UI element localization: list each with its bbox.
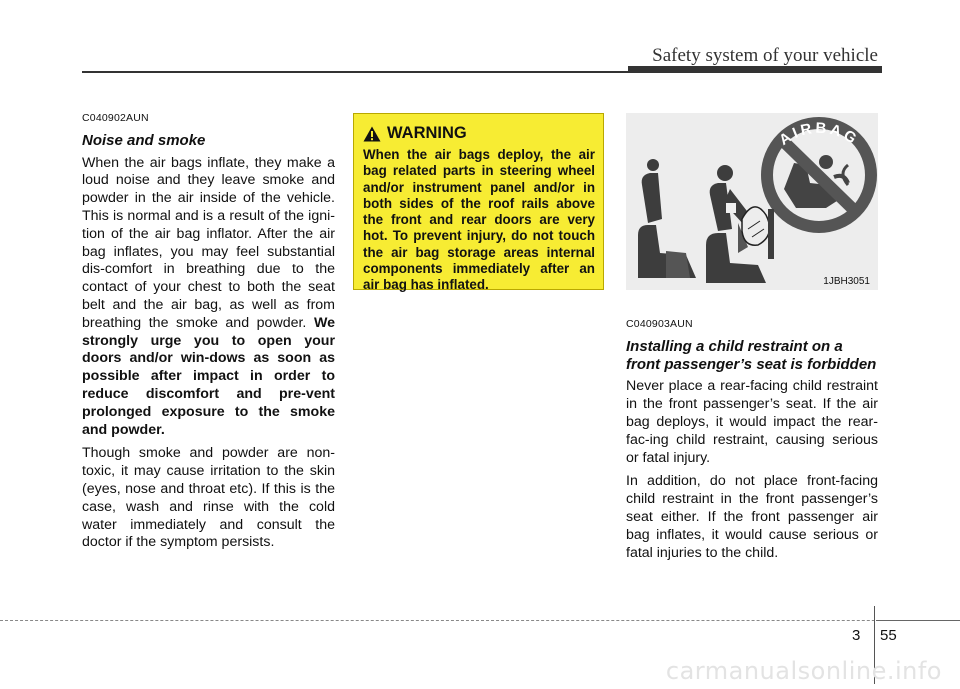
left-column [82, 110, 335, 558]
section-heading: Noise and smoke [82, 131, 206, 149]
warning-text: When the air bags deploy, the air bag related parts in steering wheel and/or instrument panel and/or in both sides of the roof rails above the front and rear doors are very hot. To prevent injury, do not touch the air bag storage areas internal components immediately after an air bag has inflated. [363, 147, 595, 293]
footer-rule [0, 620, 960, 621]
header-rule-accent [628, 66, 882, 73]
page-number: 55 [880, 627, 897, 644]
airbag-label: AIRBAG [776, 119, 862, 149]
footer-rule-accent [876, 620, 960, 621]
section-heading: Installing a child restraint on a front passenger’s seat is forbidden [626, 337, 877, 373]
no-child-seat-airbag-icon [626, 113, 878, 290]
figure-code: 1JBH3051 [823, 276, 870, 287]
section-code: C040903AUN [626, 318, 693, 330]
paragraph-emphasis: We strongly urge you to open your doors and/or win-dows as soon as possible after impact in order to reduce discomfort and pre-vent prolonged exposure to the smoke and powder. [82, 314, 335, 438]
warning-triangle-icon [363, 126, 381, 142]
watermark: carmanualsonline.info [665, 657, 942, 685]
paragraph [82, 155, 335, 440]
paragraph-text: When the air bags inflate, they make a loud noise and they leave smoke and powder in the air inside of the vehicle. This is normal and is a result of the igni-tion of the air bag inflator. After the air bag inflates, you may feel substantial dis-comfort in breathing due to the contact of your chest to both the seat belt and the air bag, as well as from breathing the smoke and powder. [82, 154, 335, 331]
airbag-warning-figure [626, 113, 878, 290]
warning-title: WARNING [387, 124, 467, 142]
right-column [626, 316, 878, 568]
paragraph: Though smoke and powder are non-toxic, it may cause irritation to the skin (eyes, nose and throat etc). If this is the case, wash and rinse with the cold water immediately and consult the doctor if the symptom persists. [82, 445, 335, 551]
section-number: 3 [852, 627, 861, 644]
section-code: C040902AUN [82, 112, 149, 124]
warning-header [363, 124, 595, 143]
warning-box [353, 113, 604, 293]
paragraph: Never place a rear-facing child restraint in the front passenger’s seat. If the air bag deploys, it would impact the rear-fac-ing child restraint, causing serious or fatal injury. [626, 378, 878, 466]
header-title: Safety system of your vehicle [652, 45, 878, 66]
paragraph: In addition, do not place front-facing child restraint in the front passenger’s seat either. If the front passenger air bag inflates, it would cause serious or fatal injuries to the child. [626, 473, 878, 561]
